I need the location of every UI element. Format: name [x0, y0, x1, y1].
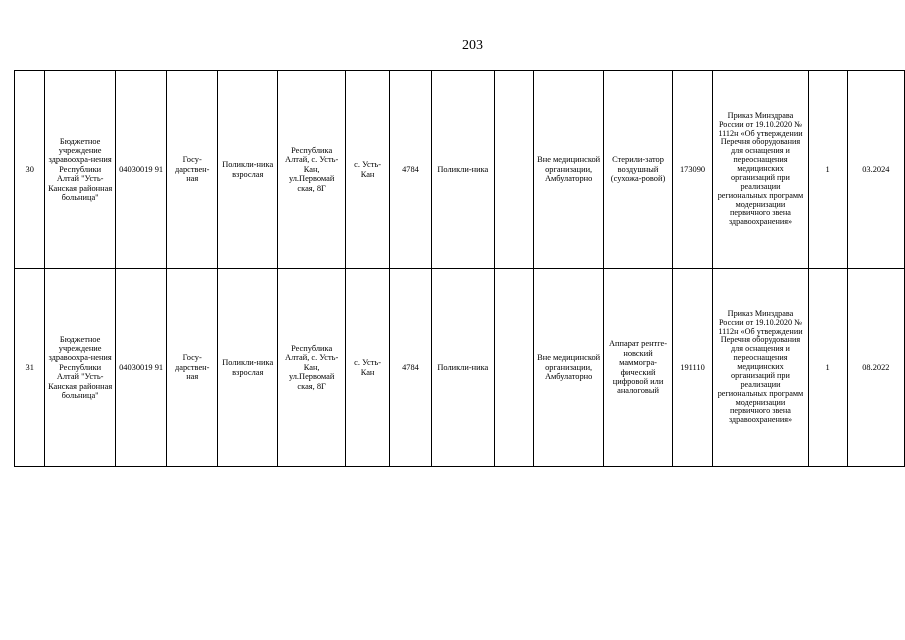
settlement-code: 4784	[390, 269, 431, 467]
address: Республика Алтай, с. Усть-Кан, ул.Первомай ская, 8Г	[278, 71, 345, 269]
date: 03.2024	[847, 71, 904, 269]
row-number: 31	[15, 269, 45, 467]
organization-name: Бюджетное учреждение здравоохра-нения Республики Алтай "Усть-Канская районная больница"	[45, 269, 115, 467]
organization-code: 04030019 91	[115, 269, 167, 467]
table-row	[15, 269, 905, 467]
equipment-code: 173090	[672, 71, 713, 269]
facility-type: Поликли-ника взрослая	[218, 71, 278, 269]
settlement-code: 4784	[390, 71, 431, 269]
division: Поликли-ника	[431, 71, 494, 269]
care-conditions: Вне медицинской организации, Амбулаторно	[533, 269, 603, 467]
equipment-name: Аппарат рентге-новский маммогра-фический цифровой или аналоговый	[604, 269, 672, 467]
regulatory-order: Приказ Минздрава России от 19.10.2020 № 1112н «Об утверждении Перечня оборудования для оснащения и переоснащения медицинских организаций при реализации региональных программ модернизации первичного звена здравоохранения»	[713, 269, 808, 467]
organization-code: 04030019 91	[115, 71, 167, 269]
care-conditions: Вне медицинской организации, Амбулаторно	[533, 71, 603, 269]
division: Поликли-ника	[431, 269, 494, 467]
equipment-code: 191110	[672, 269, 713, 467]
facility-type: Поликли-ника взрослая	[218, 269, 278, 467]
regulatory-order: Приказ Минздрава России от 19.10.2020 № 1112н «Об утверждении Перечня оборудования для оснащения и переоснащения медицинских организаций при реализации региональных программ модернизации первичного звена здравоохранения»	[713, 71, 808, 269]
quantity: 1	[808, 71, 847, 269]
address: Республика Алтай, с. Усть-Кан, ул.Первомай ская, 8Г	[278, 269, 345, 467]
empty-cell	[494, 269, 533, 467]
settlement: с. Усть-Кан	[345, 71, 389, 269]
quantity: 1	[808, 269, 847, 467]
registry-table	[14, 70, 905, 467]
organization-name: Бюджетное учреждение здравоохра-нения Республики Алтай "Усть-Канская районная больница"	[45, 71, 115, 269]
table-row	[15, 71, 905, 269]
page-number: 203	[462, 38, 483, 53]
date: 08.2022	[847, 269, 904, 467]
empty-cell	[494, 71, 533, 269]
row-number: 30	[15, 71, 45, 269]
settlement: с. Усть-Кан	[345, 269, 389, 467]
equipment-name: Стерили-затор воздушный (сухожа-ровой)	[604, 71, 672, 269]
ownership-form: Госу-дарствен-ная	[167, 269, 218, 467]
ownership-form: Госу-дарствен-ная	[167, 71, 218, 269]
